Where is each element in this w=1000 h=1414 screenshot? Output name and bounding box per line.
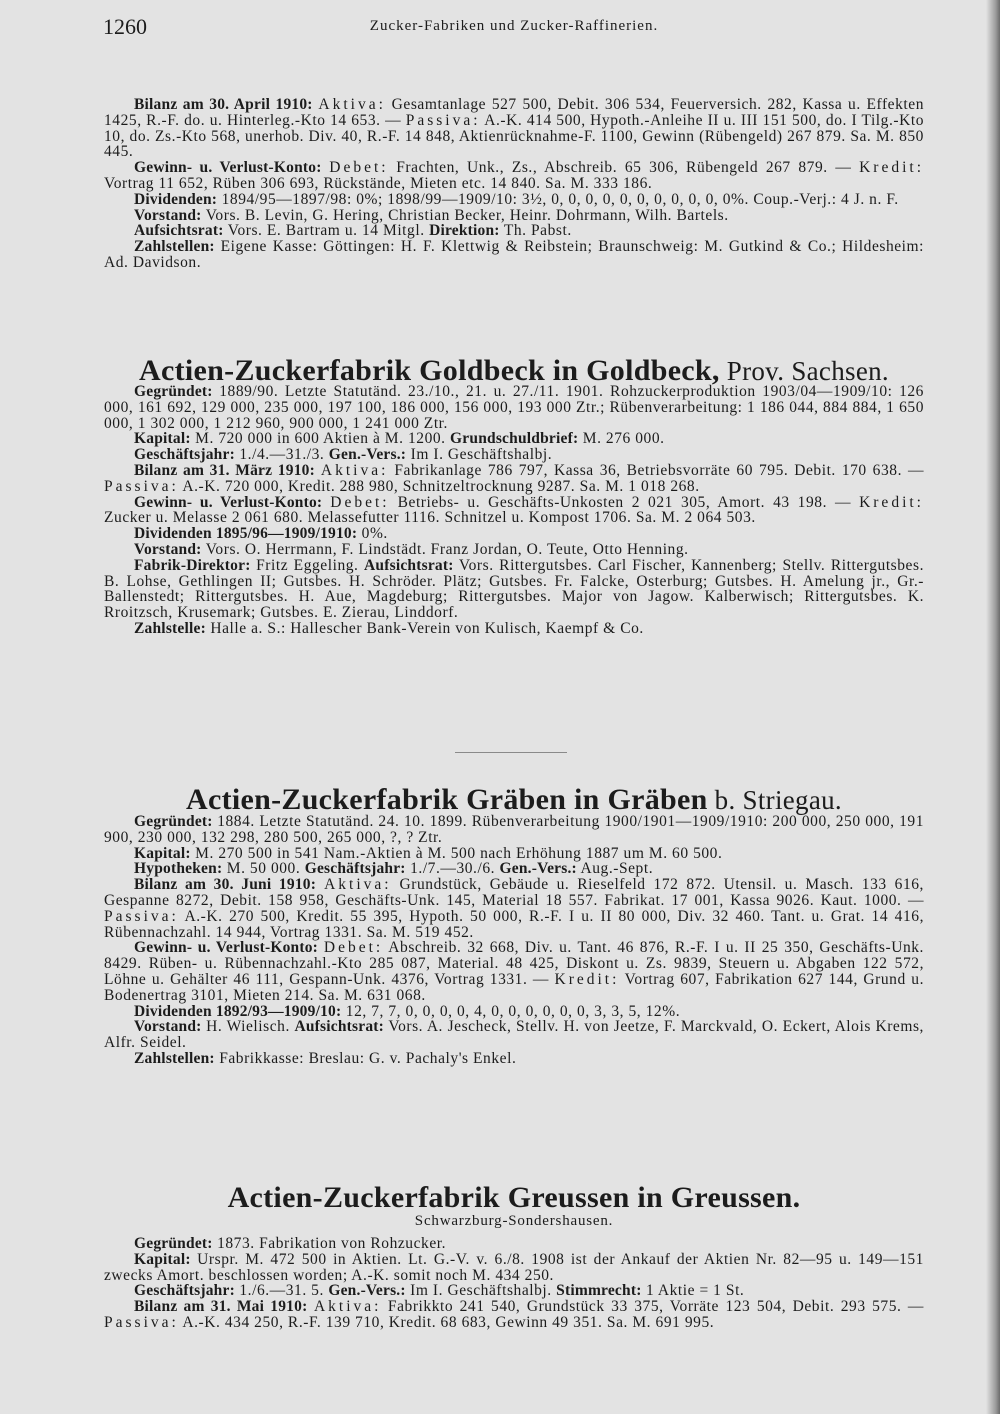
entry-paragraph [104,558,924,621]
field-label: Aufsichtsrat: [134,222,224,240]
text-segment: A.-K. 270 500, Kredit. 55 395, Hypoth. 50 000, R.-F. I u. II 80 000, Div. 32 460. Tant. u. Grat. 14 416, Rübennachzahl. 14 944, Vortrag 1331. Sa. M. 519 452. [104,907,924,941]
text-segment: Vors. E. Bartram u. 14 Mitgl. [223,222,430,240]
entry-greussen [104,1236,924,1331]
section-divider [455,752,567,753]
text-segment: 1873. Fabrikation von Rohzucker. [212,1235,447,1252]
field-label: Gen.-Vers.: [328,1282,406,1300]
text-segment: 1./6.—31. 5. [234,1282,329,1300]
account-label: Passiva: [405,111,481,129]
text-segment: Vortrag 607, Fabrikation 627 144, Grund u. Bodenertrag 3101, Mieten 214. Sa. M. 631 068. [104,970,924,1004]
field-label: Aufsichtsrat: [364,556,454,574]
field-label: Kapital: [134,844,191,862]
field-label: Vorstand: [134,540,202,558]
entry-paragraph [104,223,924,239]
entry-paragraph [104,384,924,431]
account-label: Aktiva: [313,1298,382,1316]
text-segment: A.-K. 434 250, R.-F. 139 710, Kredit. 68 683, Gewinn 49 351. Sa. M. 691 995. [178,1313,715,1331]
text-segment: Fabrikkasse: Breslau: G. v. Pachaly's Enkel. [214,1049,517,1067]
field-label: Kapital: [134,430,191,448]
entry-paragraph [104,1019,924,1051]
entry-continued [104,97,924,271]
scan-edge-shadow [986,0,1000,1414]
entry-graeben [104,814,924,1067]
text-segment: 1./4.—31./3. [234,446,329,464]
entry-title-graeben [104,783,924,817]
field-label: Stimmrecht: [556,1282,642,1300]
entry-paragraph [104,160,924,192]
account-label: Passiva: [104,1313,179,1331]
text-segment: 1884. Letzte Statutänd. 24. 10. 1899. Rübenverarbeitung 1900/1901—1909/1910: 200 000, 250 000, 191 900, 230 000, 132 298, 280 500, 265 000, ?, ? Ztr. [104,813,924,846]
text-segment: Vortrag 11 652, Rüben 306 693, Rückstände, Mieten etc. 14 840. Sa. M. 333 186. [104,174,653,192]
field-label: Grundschuldbrief: [450,430,579,448]
field-label: Gegründet: [134,383,213,400]
field-label: Bilanz am 31. Mai 1910: [134,1298,308,1316]
field-label: Hypotheken: [134,860,223,878]
field-label: Dividenden 1895/96—1909/1910: [134,525,358,543]
entry-paragraph [104,542,924,558]
text-segment: Aug.-Sept. [576,860,654,878]
text-segment: Th. Pabst. [499,222,572,240]
title-segment: Prov. Sachsen. [719,356,889,386]
text-segment: Fabrikanlage 786 797, Kassa 36, Betriebsvorräte 60 795. Debit. 170 638. — [388,461,924,479]
text-segment [316,876,324,893]
text-segment: Frachten, Unk., Zs., Abschreib. 65 306, Rübengeld 267 879. — [388,159,860,177]
field-label: Kapital: [134,1250,191,1268]
account-label: Debet: [329,159,389,177]
account-label: Kredit: [859,493,924,511]
text-segment: Vors. B. Levin, G. Hering, Christian Becker, Heinr. Dohrmann, Wilh. Bartels. [201,206,729,224]
entry-subtitle-greussen: Schwarzburg-Sondershausen. [414,1213,614,1229]
account-label: Passiva: [104,477,179,495]
field-label: Dividenden 1892/93—1909/10: [134,1002,342,1020]
text-segment: A.-K. 720 000, Kredit. 288 980, Schnitzeltrocknung 9287. Sa. M. 1 018 268. [178,477,700,495]
text-segment: M. 276 000. [578,430,665,448]
text-segment: M. 720 000 in 600 Aktien à M. 1200. [190,430,451,448]
entry-paragraph [104,621,924,637]
text-segment: A.-K. 414 500, Hypoth.-Anleihe II u. III 151 500, do. I Tilg.-Kto 10, do. Zs.-Kto 568, unerhob. Div. 40, R.-F. 14 848, Aktienrücknahme-F. 1100, Gewinn (Rübengeld) 267 879. Sa. M. 850 445. [104,111,924,161]
text-segment: Urspr. M. 472 500 in Aktien. Lt. G.-V. v. 6./8. 1908 ist der Ankauf der Aktien Nr. 82—95 u. 149—151 zwecks Amort. beschlossen worden; A.-K. somit noch M. 434 250. [104,1250,924,1284]
page-header [103,14,925,40]
text-segment: 1894/95—1897/98: 0%; 1898/99—1909/10: 3½, 0, 0, 0, 0, 0, 0, 0, 0, 0, 0, 0%. Coup.-Verj.: 4 J. n. F. [217,190,899,208]
text-segment: 1./7.—30./6. [405,860,500,878]
entry-paragraph [104,1051,924,1067]
text-segment: Vors. O. Herrmann, F. Lindstädt. Franz Jordan, O. Teute, Otto Henning. [201,540,689,558]
account-label: Kredit: [859,159,924,177]
text-segment: M. 50 000. [222,860,305,878]
text-segment: Fritz Eggeling. [250,556,365,574]
title-segment: Actien-Zuckerfabrik Greussen in Greussen. [227,1181,801,1214]
field-label: Gen.-Vers.: [328,446,407,464]
account-label: Debet: [330,493,390,511]
field-label: Fabrik-Direktor: [134,556,251,574]
text-segment: Vors. Rittergutsbes. Carl Fischer, Kannenberg; Stellv. Rittergutsbes. B. Lohse, Gethlingen II; Gutsbes. H. Schröder. Plätz; Gutsbes. Fr. Falcke, Osterburg; Gutsbes. H. Amelung jr., Gr.-Ballenstedt; Rittergutsbes. H. Aue, Magdeburg; Rittergutsbes. Major von Jagow. Kalberwisch; Rittergutsbes. K. Rroitzsch, Krusemark; Gutsbes. E. Zierau, Linddorf. [104,556,924,622]
entry-paragraph [104,846,924,862]
entry-paragraph [104,97,924,160]
field-label: Gegründet: [134,813,213,830]
entry-paragraph [104,239,924,271]
text-segment: Fabrikkto 241 540, Grundstück 33 375, Vorräte 123 504, Debit. 293 575. — [381,1298,924,1316]
field-label: Gewinn- u. Verlust-Konto: [134,159,322,177]
text-segment: Eigene Kasse: Göttingen: H. F. Klettwig & Reibstein; Braunschweig: M. Gutkind & Co.; Hildesheim: Ad. Davidson. [104,238,924,271]
entry-paragraph [104,861,924,877]
field-label: Geschäftsjahr: [134,1282,235,1300]
account-label: Debet: [323,939,384,957]
text-segment: M. 270 500 in 541 Nam.-Aktien à M. 500 nach Erhöhung 1887 um M. 60 500. [190,844,723,862]
entry-paragraph [104,1236,924,1252]
field-label: Geschäftsjahr: [304,860,406,878]
text-segment: 12, 7, 7, 0, 0, 0, 0, 4, 0, 0, 0, 0, 0, 0, 3, 3, 5, 12%. [341,1002,681,1020]
field-label: Bilanz am 30. April 1910: [134,96,313,113]
entry-title-greussen [104,1181,924,1215]
field-label: Dividenden: [134,190,218,208]
text-segment: Vors. A. Jescheck, Stellv. H. von Jeetze, F. Marckvald, O. Eckert, Alois Krems, Alfr. Seidel. [104,1018,924,1052]
field-label: Gegründet: [134,1235,213,1252]
field-label: Geschäftsjahr: [134,446,235,464]
text-segment: Abschreib. 32 668, Div. u. Tant. 46 876, R.-F. I u. II 25 350, Geschäfts-Unk. 8429. Rüben- u. Rübennachzahl.-Kto 285 087, Material. 48 425, Diskont u. Zs. 9839, Steuern u. Abgaben 122 572, Löhne u. Gehälter 46 111, Gespann-Unk. 4376, Vortrag 1331. — [104,939,924,988]
entry-paragraph [104,526,924,542]
entry-paragraph [104,495,924,527]
account-label: Aktiva: [320,461,389,479]
entry-paragraph [104,463,924,495]
text-segment: Gesamtanlage 527 500, Debit. 306 534, Feuerversich. 282, Kassa u. Effekten 1425, R.-F. do. u. Hinterleg.-Kto 14 653. — [104,96,924,129]
entry-paragraph [104,1252,924,1284]
field-label: Zahlstellen: [134,238,215,256]
entry-paragraph [104,877,924,940]
entry-paragraph [104,447,924,463]
page-number: 1260 [103,14,147,39]
text-segment: 1889/90. Letzte Statutänd. 23./10., 21. u. 27./11. 1901. Rohzuckerproduktion 1903/04—1909/10: 126 000, 161 692, 129 000, 235 000, 197 100, 186 000, 156 000, 193 000 Ztr.; Rübenverarbeitung: 1 186 044, 884 884, 1 650 000, 1 302 000, 1 212 960, 900 000, 1 241 000 Ztr. [104,383,924,432]
title-segment: Actien-Zuckerfabrik Goldbeck in Goldbeck, [139,354,720,387]
title-segment: b. Striegau. [707,785,842,815]
entry-paragraph [104,192,924,208]
entry-paragraph [104,208,924,224]
text-segment: 1 Aktie = 1 St. [641,1282,745,1300]
entry-goldbeck [104,384,924,637]
field-label: Bilanz am 30. Juni 1910: [134,876,317,894]
entry-paragraph [104,1283,924,1299]
account-label: Aktiva: [324,876,392,894]
text-segment: Im I. Geschäftshalbj. [406,446,553,464]
field-label: Vorstand: [134,1018,202,1036]
text-segment: Zucker u. Melasse 2 061 680. Melassefutter 1116. Schnitzel u. Kompost 1706. Sa. M. 2 064 503. [104,509,756,527]
entry-paragraph [104,1299,924,1331]
field-label: Aufsichtsrat: [294,1018,385,1036]
field-label: Direktion: [429,222,500,240]
entry-paragraph [104,814,924,846]
entry-paragraph [104,431,924,447]
text-segment: H. Wielisch. [201,1018,295,1036]
title-segment: Actien-Zuckerfabrik Gräben in Gräben [185,783,708,816]
field-label: Gewinn- u. Verlust-Konto: [134,939,319,957]
account-label: Kredit: [554,970,620,988]
entry-paragraph [104,1004,924,1020]
running-title: Zucker-Fabriken und Zucker-Raffinerien. [369,18,659,34]
field-label: Zahlstellen: [134,1049,215,1067]
field-label: Bilanz am 31. März 1910: [134,461,315,479]
field-label: Gewinn- u. Verlust-Konto: [134,493,323,511]
text-segment: Grundstück, Gebäude u. Rieselfeld 172 872. Utensil. u. Masch. 133 616, Gespanne 8272, Debit. 158 958, Geschäfts-Unk. 145, Material 18 557. Fabrikat. 17 001, Kassa 9026. Kaut. 1000. — [104,876,924,909]
field-label: Vorstand: [134,206,202,224]
field-label: Gen.-Vers.: [499,860,577,878]
text-segment: Betriebs- u. Geschäfts-Unkosten 2 021 305, Amort. 43 198. — [389,493,860,511]
text-segment: Im I. Geschäftshalbj. [405,1282,557,1300]
entry-paragraph [104,940,924,1003]
text-segment: Halle a. S.: Hallescher Bank-Verein von Kulisch, Kaempf & Co. [205,619,644,637]
text-segment: 0%. [357,525,388,543]
field-label: Zahlstelle: [134,619,206,637]
account-label: Aktiva: [318,96,386,113]
account-label: Passiva: [104,907,179,925]
